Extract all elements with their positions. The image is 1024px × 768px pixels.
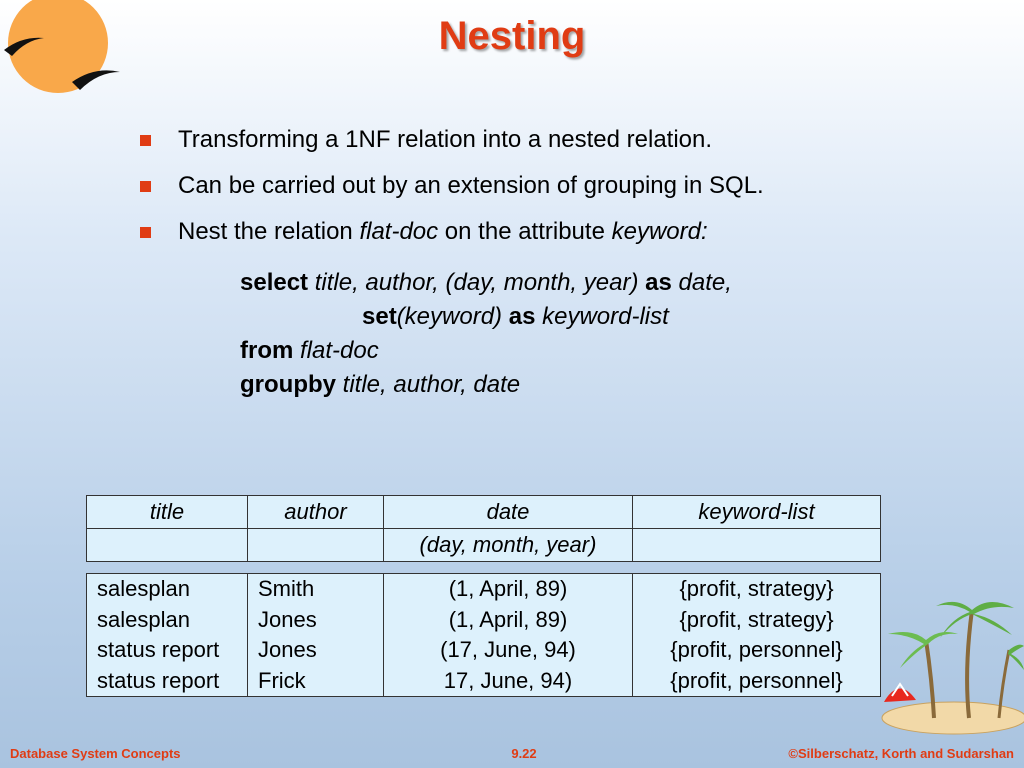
footer-copyright: ©Silberschatz, Korth and Sudarshan — [788, 746, 1014, 761]
palm-trees-island-icon — [874, 590, 1024, 740]
query-line-select: select title, author, (day, month, year) as date, — [240, 269, 732, 296]
author-column: Smith Jones Jones Frick — [248, 574, 384, 697]
date-column: (1, April, 89) (1, April, 89) (17, June, 94) 17, June, 94) — [384, 574, 633, 697]
query-line-groupby: groupby title, author, date — [240, 371, 521, 398]
query-line-from: from flat-doc — [240, 337, 379, 364]
bullet-list — [140, 126, 764, 264]
keyword-list-column: {profit, strategy} {profit, strategy} {profit, personnel} {profit, personnel} — [633, 574, 881, 697]
nested-relation-header — [86, 495, 881, 562]
footer-course: Database System Concepts — [10, 746, 181, 761]
bullet-item: Can be carried out by an extension of grouping in SQL. — [140, 172, 764, 200]
bullet-square-icon — [140, 227, 151, 238]
bullet-item: Transforming a 1NF relation into a nested relation. — [140, 126, 764, 154]
bullet-square-icon — [140, 181, 151, 192]
nested-relation-data — [86, 573, 881, 697]
table-subheader-row: (day, month, year) — [87, 529, 881, 562]
slide-title: Nesting — [438, 14, 586, 58]
table-header-row: title author date keyword-list — [87, 496, 881, 529]
sql-query — [240, 266, 732, 402]
table-row — [87, 574, 881, 697]
query-line-set: set(keyword) as keyword-list — [362, 303, 669, 330]
bullet-square-icon — [140, 135, 151, 146]
slide-number: 9.22 — [511, 746, 537, 761]
bullet-item: Nest the relation flat-doc on the attribute keyword: — [140, 218, 764, 246]
title-column: salesplan salesplan status report status report — [87, 574, 248, 697]
